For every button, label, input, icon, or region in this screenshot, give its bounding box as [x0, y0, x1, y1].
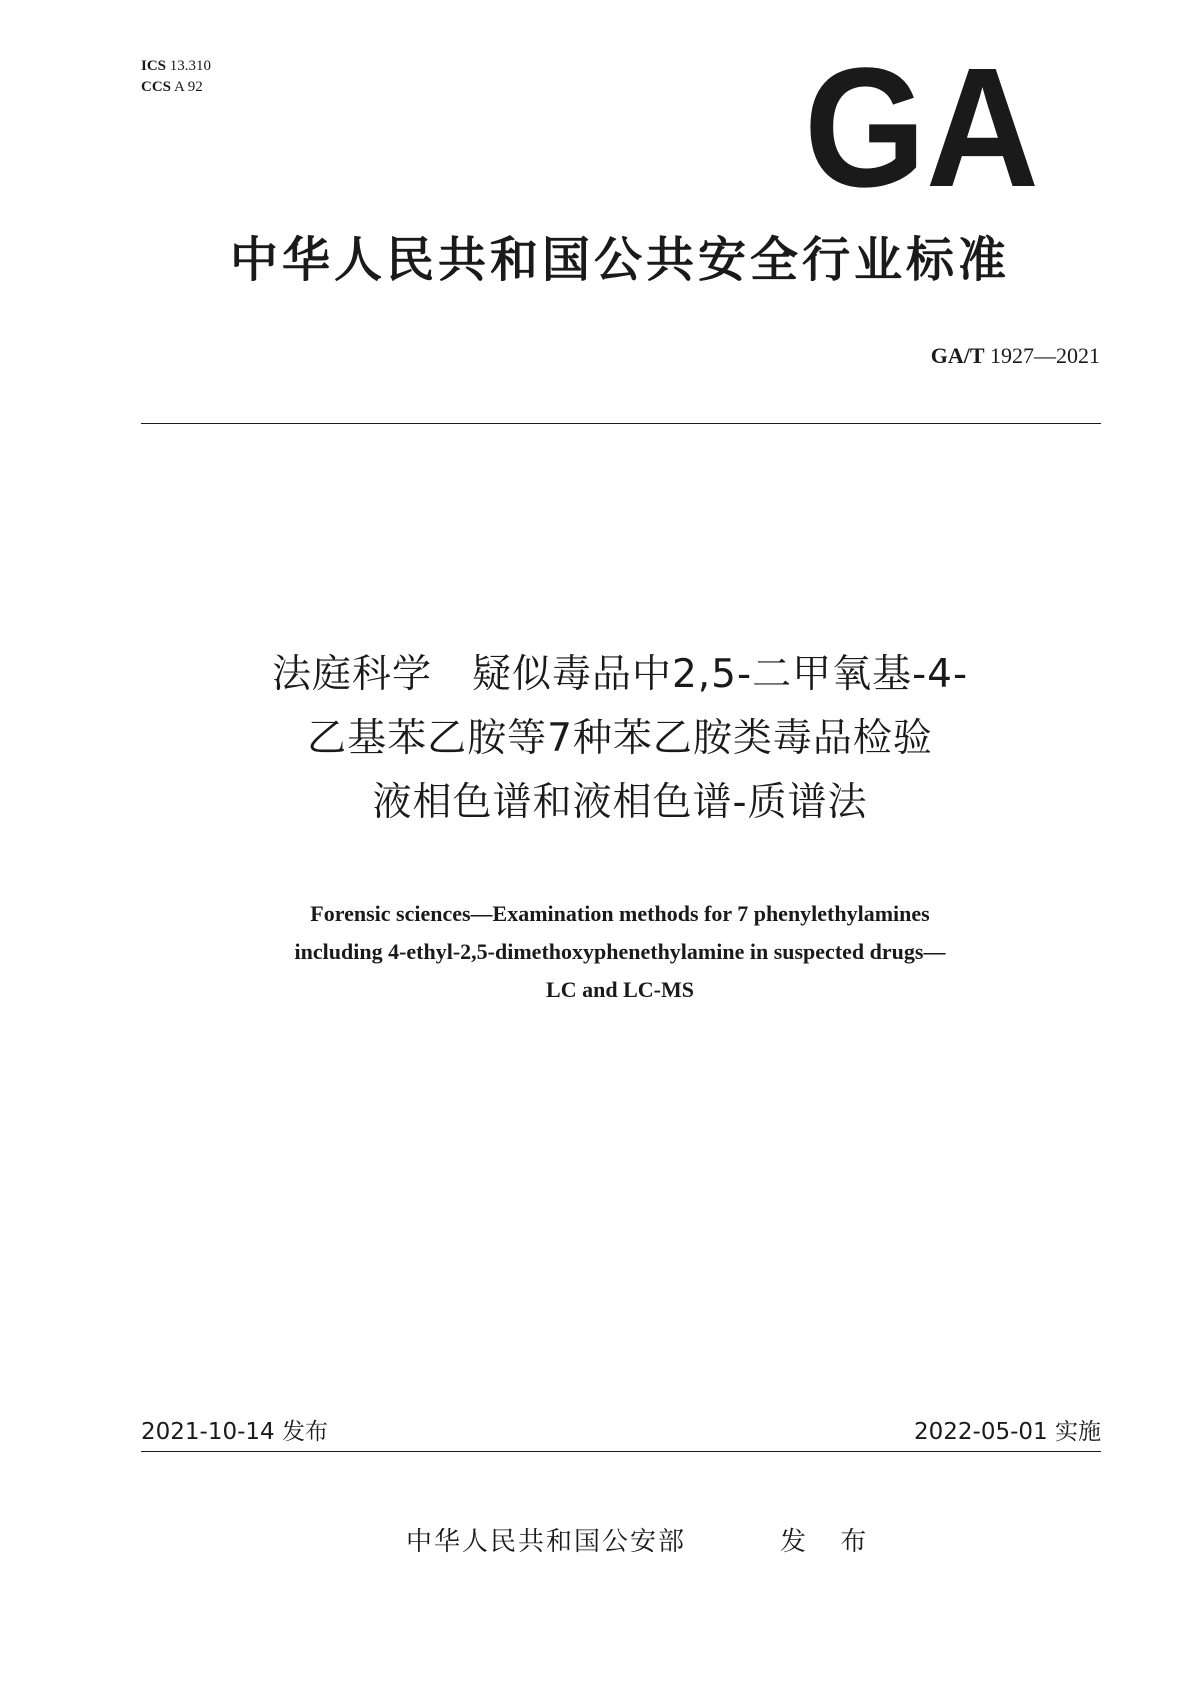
bottom-divider [141, 1451, 1101, 1452]
chinese-title [120, 643, 1120, 835]
classification-codes [141, 56, 211, 98]
publisher-name: 中华人民共和国公安部 [406, 1527, 687, 1557]
standard-category-title: 中华人民共和国公共安全行业标准 [229, 232, 1010, 288]
top-divider [141, 423, 1101, 424]
ccs-code [141, 77, 211, 98]
publish-action: 发 布 [780, 1527, 873, 1557]
standard-number [931, 343, 1100, 369]
ics-code [141, 56, 211, 77]
ics-value: 13.310 [169, 58, 212, 74]
chinese-title-line-3: 液相色谱和液相色谱-质谱法 [372, 780, 868, 825]
english-title [120, 895, 1120, 1009]
ccs-value: A 92 [173, 79, 203, 95]
ics-label: ICS [141, 58, 167, 74]
standard-number-value: 1927—2021 [990, 343, 1100, 368]
english-title-line-3: LC and LC-MS [546, 977, 694, 1002]
chinese-title-line-1: 法庭科学 疑似毒品中2,5-二甲氧基-4- [271, 652, 969, 697]
ga-logo [804, 58, 1039, 194]
ccs-label: CCS [141, 79, 172, 95]
implementation-date: 2022-05-01 实施 [914, 1419, 1101, 1445]
english-title-line-2: including 4-ethyl-2,5-dimethoxyphenethylamine in suspected drugs— [294, 939, 946, 964]
issue-date: 2021-10-14 发布 [141, 1419, 328, 1445]
standard-code: GA/T [930, 343, 985, 368]
ga-logo-text: GA [804, 58, 1039, 194]
english-title-line-1: Forensic sciences—Examination methods for 7 phenylethylamines [310, 901, 930, 926]
chinese-title-line-2: 乙基苯乙胺等7种苯乙胺类毒品检验 [307, 716, 933, 761]
